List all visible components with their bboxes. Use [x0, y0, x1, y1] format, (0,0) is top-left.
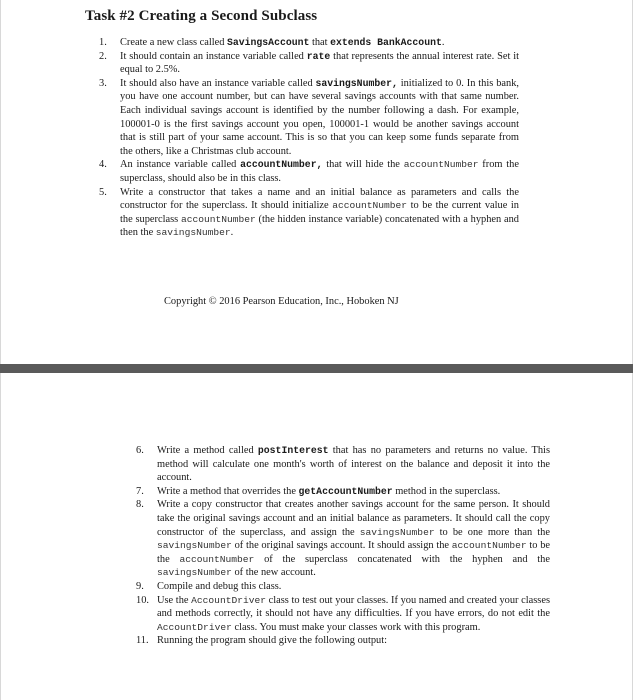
instruction-list-2 [136, 444, 550, 648]
code-identifier: accountNumber [403, 159, 479, 171]
list-item [99, 77, 519, 159]
item-text: method in the superclass. [392, 485, 501, 497]
code-identifier: accountNumber [332, 200, 408, 212]
item-number: 9. [136, 580, 144, 592]
code-identifier: accountNumber [180, 213, 256, 225]
item-number: 10. [136, 594, 149, 606]
code-identifier-bold: savingsNumber, [315, 77, 398, 89]
item-text: to be the current value in the superclass [120, 200, 519, 225]
list-item [99, 158, 519, 185]
item-text: class. You must make your classes work with this program. [231, 621, 481, 633]
item-number: 2. [99, 50, 107, 62]
code-identifier: savingsNumber [157, 540, 232, 552]
code-identifier: savingsNumber [359, 526, 435, 538]
item-text: of the original savings account. It should assign the [231, 540, 452, 552]
item-number: 6. [136, 445, 144, 456]
instruction-list-1 [99, 36, 519, 240]
page-separator [0, 364, 633, 373]
item-number: 11. [136, 635, 149, 647]
item-text: class to test out your classes. If you named and created your classes and methods correctly, it should not have any difficulties. If you have errors, do not edit the [157, 594, 550, 620]
item-text: to be one more than the [434, 526, 550, 538]
item-text: that [309, 37, 331, 48]
item-number: 8. [136, 499, 144, 511]
item-text: that represents the annual interest rate. Set it equal to 2.5%. [120, 50, 519, 76]
item-text: Write a method called [157, 445, 258, 456]
item-number: 5. [99, 186, 107, 198]
item-text: of the new account. [231, 567, 316, 579]
code-identifier-bold: extends BankAccount [330, 37, 442, 48]
item-text: of the superclass concatenated with the hyphen and the [254, 553, 550, 565]
list-item [99, 186, 519, 240]
item-number: 4. [99, 159, 107, 171]
page-title: Task #2 Creating a Second Subclass [85, 8, 318, 24]
code-identifier-bold: SavingsAccount [227, 37, 310, 48]
item-text: . [441, 37, 445, 48]
list-item [136, 444, 550, 485]
item-text: Running the program should give the following output: [157, 635, 388, 647]
copyright-notice: Copyright © 2016 Pearson Education, Inc., Hoboken NJ [164, 296, 399, 307]
item-text: It should also have an instance variable called [120, 77, 316, 89]
item-text: Compile and debug this class. [157, 580, 282, 592]
list-item [136, 485, 550, 499]
item-text: (the hidden instance variable) concatenated with a hyphen and then the [120, 213, 519, 239]
code-identifier: accountNumber [179, 553, 255, 565]
list-item [136, 498, 550, 580]
item-number: 3. [99, 77, 107, 89]
code-identifier: savingsNumber [157, 567, 232, 579]
code-identifier: AccountDriver [191, 594, 266, 606]
code-identifier: AccountDriver [157, 621, 232, 633]
list-item [99, 50, 519, 77]
list-item [136, 580, 550, 594]
list-item [99, 36, 519, 50]
item-text: Write a copy constructor that creates another savings account for the same person. It should take the original savings account and an initial balance as parameters. It should call the copy constructor of the superclass, and assign the [157, 499, 550, 538]
item-text: . [230, 227, 234, 239]
item-text: from the superclass, should also be in this class. [120, 159, 519, 184]
item-text: Create a new class called [120, 37, 228, 48]
item-text: initialized to 0. In this bank, you have one account number, but can have several savings accounts with that same number. Each individual savings account is identified by the number following a dash. For example, 100001-0 is the first savings account you open, 100001-1 would be another savings account that is still part of your same account. This is so that you can keep some funds separate from the others, like a Christmas club account. [120, 77, 519, 157]
code-identifier-bold: getAccountNumber [298, 485, 393, 497]
item-text: that will hide the [322, 159, 404, 171]
code-identifier-bold: rate [306, 50, 331, 62]
item-text: It should contain an instance variable called [120, 50, 307, 62]
item-text: An instance variable called [120, 159, 241, 171]
code-identifier: accountNumber [451, 540, 527, 552]
item-number: 7. [136, 485, 144, 497]
item-text: that has no parameters and returns no value. This method will calculate one month's worth of interest on the balance and deposit it into the account. [157, 445, 550, 484]
item-number: 1. [99, 37, 107, 48]
code-identifier: savingsNumber [155, 227, 231, 239]
code-identifier-bold: accountNumber, [240, 159, 323, 171]
list-item [136, 594, 550, 635]
item-text: Write a method that overrides the [157, 485, 299, 497]
item-text: Use the [157, 594, 192, 606]
item-text: to be the [157, 540, 551, 565]
code-identifier-bold: postInterest [257, 445, 329, 456]
item-text: Write a constructor that takes a name and an initial balance as parameters and calls the constructor for the superclass. It should initialize [120, 186, 519, 212]
list-item [136, 634, 550, 648]
